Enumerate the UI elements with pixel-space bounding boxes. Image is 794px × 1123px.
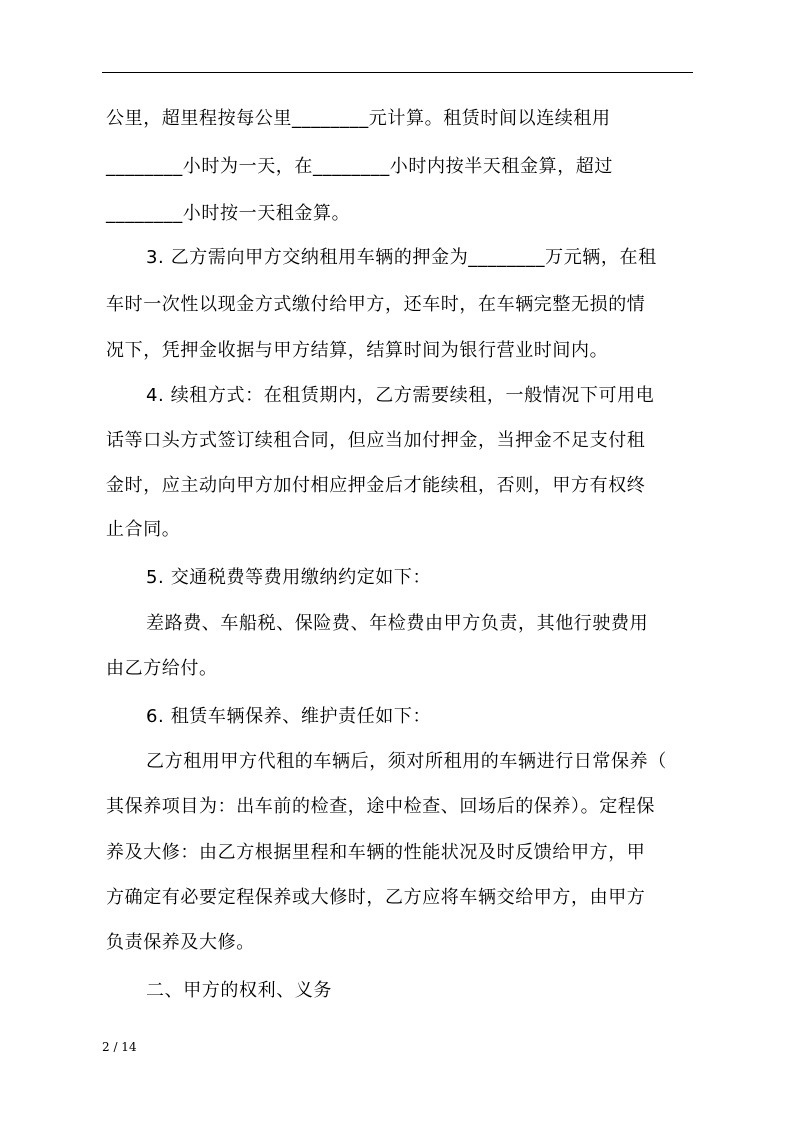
paragraph-line: ________小时按一天租金算。 bbox=[106, 203, 351, 224]
paragraph-line: 公里，超里程按每公里________元计算。租赁时间以连续租用 bbox=[106, 108, 611, 129]
clause-5-line: 5. 交通税费等费用缴纳约定如下： bbox=[146, 567, 432, 588]
paragraph-line: 话等口头方式签订续租合同，但应当加付押金，当押金不足支付租 bbox=[106, 430, 646, 451]
header-rule bbox=[102, 72, 693, 73]
paragraph-line: 止合同。 bbox=[106, 519, 181, 540]
clause-6-line: 6. 租赁车辆保养、维护责任如下： bbox=[146, 706, 432, 727]
paragraph-line: 负责保养及大修。 bbox=[106, 932, 255, 953]
paragraph-line: 乙方租用甲方代租的车辆后，须对所租用的车辆进行日常保养（ bbox=[146, 751, 667, 772]
paragraph-line: 金时，应主动向甲方加付相应押金后才能续租，否则，甲方有权终 bbox=[106, 475, 646, 496]
paragraph-line: 方确定有必要定程保养或大修时，乙方应将车辆交给甲方，由甲方 bbox=[106, 887, 646, 908]
clause-3-line: 3. 乙方需向甲方交纳租用车辆的押金为________万元辆，在租 bbox=[146, 247, 657, 268]
page-number: 2 / 14 bbox=[102, 1040, 137, 1054]
paragraph-line: 其保养项目为：出车前的检查，途中检查、回场后的保养）。定程保 bbox=[106, 796, 655, 817]
paragraph-line: 差路费、车船税、保险费、年检费由甲方负责，其他行驶费用 bbox=[146, 613, 649, 634]
paragraph-line: ________小时为一天，在________小时内按半天租金算，超过 bbox=[106, 156, 613, 177]
paragraph-line: 况下，凭押金收据与甲方结算，结算时间为银行营业时间内。 bbox=[106, 340, 609, 361]
paragraph-line: 养及大修：由乙方根据里程和车辆的性能状况及时反馈给甲方，甲 bbox=[106, 842, 646, 863]
paragraph-line: 由乙方给付。 bbox=[106, 658, 218, 679]
clause-4-line: 4. 续租方式：在租赁期内，乙方需要续租，一般情况下可用电 bbox=[146, 385, 655, 406]
section-heading: 二、甲方的权利、义务 bbox=[146, 980, 332, 1001]
paragraph-line: 车时一次性以现金方式缴付给甲方，还车时，在车辆完整无损的情 bbox=[106, 294, 646, 315]
